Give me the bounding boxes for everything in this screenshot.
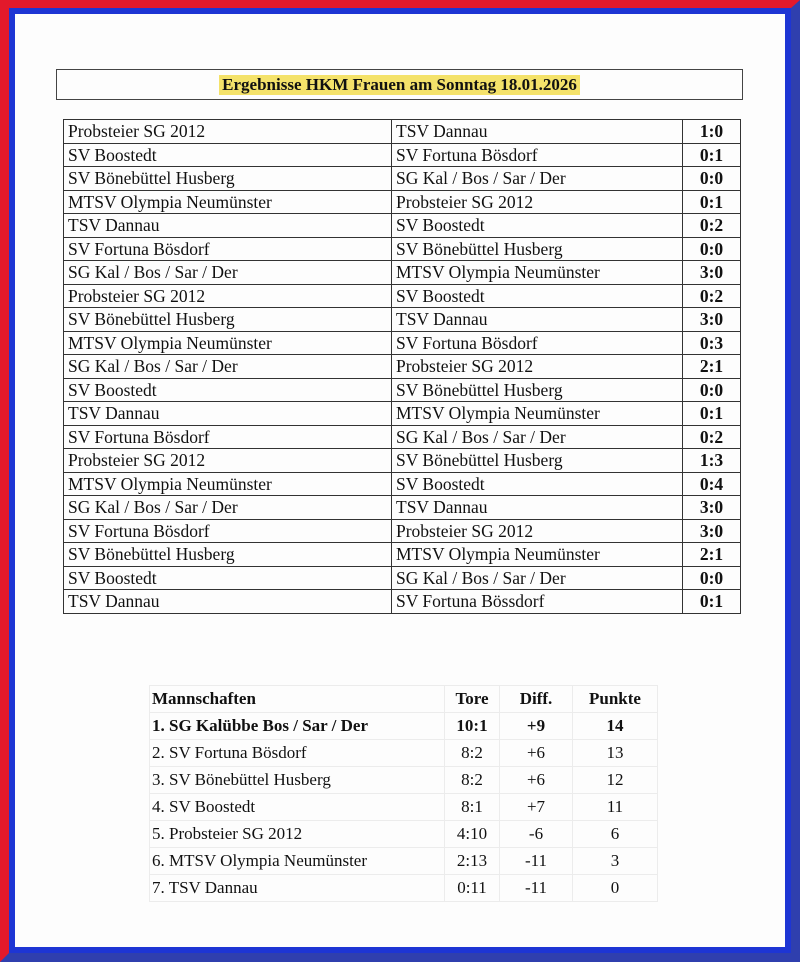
- away-team: Probsteier SG 2012: [392, 519, 683, 543]
- home-team: SV Bönebüttel Husberg: [64, 308, 392, 332]
- standing-diff: +9: [500, 713, 573, 740]
- standing-team: 3. SV Bönebüttel Husberg: [150, 767, 445, 794]
- standing-diff: -11: [500, 848, 573, 875]
- table-row: [150, 767, 658, 794]
- home-team: SV Boostedt: [64, 566, 392, 590]
- table-row: [64, 590, 741, 614]
- standing-points: 11: [573, 794, 658, 821]
- away-team: Probsteier SG 2012: [392, 190, 683, 214]
- home-team: SV Fortuna Bösdorf: [64, 519, 392, 543]
- home-team: Probsteier SG 2012: [64, 120, 392, 144]
- table-row: [64, 449, 741, 473]
- home-team: MTSV Olympia Neumünster: [64, 472, 392, 496]
- standing-points: 3: [573, 848, 658, 875]
- header-diff: Diff.: [500, 686, 573, 713]
- table-row: [64, 402, 741, 426]
- table-row: [64, 425, 741, 449]
- standing-goals: 2:13: [445, 848, 500, 875]
- match-score: 0:0: [683, 167, 741, 191]
- match-score: 0:2: [683, 425, 741, 449]
- table-row: [150, 713, 658, 740]
- table-row: [64, 566, 741, 590]
- standing-diff: +7: [500, 794, 573, 821]
- away-team: SV Boostedt: [392, 214, 683, 238]
- standing-goals: 0:11: [445, 875, 500, 902]
- standing-points: 14: [573, 713, 658, 740]
- match-score: 0:0: [683, 378, 741, 402]
- home-team: Probsteier SG 2012: [64, 449, 392, 473]
- away-team: SG Kal / Bos / Sar / Der: [392, 425, 683, 449]
- header-points: Punkte: [573, 686, 658, 713]
- table-row: [64, 496, 741, 520]
- match-score: 0:1: [683, 590, 741, 614]
- match-score: 0:1: [683, 190, 741, 214]
- match-score: 1:0: [683, 120, 741, 144]
- away-team: MTSV Olympia Neumünster: [392, 402, 683, 426]
- away-team: TSV Dannau: [392, 308, 683, 332]
- table-row: [64, 331, 741, 355]
- standing-diff: -11: [500, 875, 573, 902]
- away-team: TSV Dannau: [392, 120, 683, 144]
- away-team: MTSV Olympia Neumünster: [392, 261, 683, 285]
- away-team: SV Fortuna Bösdorf: [392, 331, 683, 355]
- standing-goals: 8:2: [445, 767, 500, 794]
- away-team: SV Bönebüttel Husberg: [392, 449, 683, 473]
- home-team: SV Bönebüttel Husberg: [64, 543, 392, 567]
- standing-points: 6: [573, 821, 658, 848]
- table-row: [64, 143, 741, 167]
- match-score: 0:2: [683, 284, 741, 308]
- header-goals: Tore: [445, 686, 500, 713]
- home-team: TSV Dannau: [64, 214, 392, 238]
- home-team: SG Kal / Bos / Sar / Der: [64, 261, 392, 285]
- standing-points: 0: [573, 875, 658, 902]
- standing-team: 5. Probsteier SG 2012: [150, 821, 445, 848]
- home-team: SV Fortuna Bösdorf: [64, 237, 392, 261]
- match-score: 0:0: [683, 237, 741, 261]
- table-row: [64, 284, 741, 308]
- table-row: [64, 378, 741, 402]
- match-score: 1:3: [683, 449, 741, 473]
- away-team: SV Boostedt: [392, 284, 683, 308]
- standings-body: [150, 713, 658, 902]
- table-row: [64, 472, 741, 496]
- standing-team: 4. SV Boostedt: [150, 794, 445, 821]
- table-row: [64, 519, 741, 543]
- home-team: MTSV Olympia Neumünster: [64, 331, 392, 355]
- standings-header-row: [150, 686, 658, 713]
- table-row: [64, 120, 741, 144]
- header-team: Mannschaften: [150, 686, 445, 713]
- table-row: [64, 190, 741, 214]
- away-team: MTSV Olympia Neumünster: [392, 543, 683, 567]
- table-row: [150, 794, 658, 821]
- table-row: [64, 237, 741, 261]
- away-team: SV Bönebüttel Husberg: [392, 237, 683, 261]
- away-team: SV Fortuna Bösdorf: [392, 143, 683, 167]
- title-box: [56, 69, 743, 100]
- standing-goals: 4:10: [445, 821, 500, 848]
- standing-diff: -6: [500, 821, 573, 848]
- table-row: [150, 848, 658, 875]
- table-row: [150, 821, 658, 848]
- away-team: SG Kal / Bos / Sar / Der: [392, 566, 683, 590]
- match-score: 3:0: [683, 519, 741, 543]
- away-team: SG Kal / Bos / Sar / Der: [392, 167, 683, 191]
- standing-diff: +6: [500, 767, 573, 794]
- standing-team: 7. TSV Dannau: [150, 875, 445, 902]
- standing-goals: 10:1: [445, 713, 500, 740]
- table-row: [64, 214, 741, 238]
- match-score: 0:1: [683, 143, 741, 167]
- results-body: [64, 120, 741, 614]
- away-team: SV Fortuna Bössdorf: [392, 590, 683, 614]
- table-row: [64, 355, 741, 379]
- away-team: SV Bönebüttel Husberg: [392, 378, 683, 402]
- standing-goals: 8:2: [445, 740, 500, 767]
- standings-table: [149, 685, 658, 902]
- table-row: [64, 167, 741, 191]
- home-team: SV Bönebüttel Husberg: [64, 167, 392, 191]
- match-score: 0:1: [683, 402, 741, 426]
- standing-goals: 8:1: [445, 794, 500, 821]
- standing-team: 6. MTSV Olympia Neumünster: [150, 848, 445, 875]
- table-row: [150, 740, 658, 767]
- away-team: TSV Dannau: [392, 496, 683, 520]
- results-table: [63, 119, 741, 614]
- home-team: SV Boostedt: [64, 143, 392, 167]
- away-team: Probsteier SG 2012: [392, 355, 683, 379]
- standing-points: 12: [573, 767, 658, 794]
- table-row: [150, 875, 658, 902]
- match-score: 0:4: [683, 472, 741, 496]
- home-team: SV Boostedt: [64, 378, 392, 402]
- match-score: 2:1: [683, 543, 741, 567]
- standing-team: 1. SG Kalübbe Bos / Sar / Der: [150, 713, 445, 740]
- match-score: 3:0: [683, 308, 741, 332]
- home-team: SV Fortuna Bösdorf: [64, 425, 392, 449]
- home-team: SG Kal / Bos / Sar / Der: [64, 355, 392, 379]
- table-row: [64, 308, 741, 332]
- match-score: 2:1: [683, 355, 741, 379]
- match-score: 3:0: [683, 496, 741, 520]
- standing-team: 2. SV Fortuna Bösdorf: [150, 740, 445, 767]
- home-team: Probsteier SG 2012: [64, 284, 392, 308]
- standing-diff: +6: [500, 740, 573, 767]
- table-row: [64, 543, 741, 567]
- page-title: Ergebnisse HKM Frauen am Sonntag 18.01.2026: [219, 75, 580, 95]
- match-score: 3:0: [683, 261, 741, 285]
- home-team: MTSV Olympia Neumünster: [64, 190, 392, 214]
- match-score: 0:2: [683, 214, 741, 238]
- standing-points: 13: [573, 740, 658, 767]
- match-score: 0:0: [683, 566, 741, 590]
- home-team: SG Kal / Bos / Sar / Der: [64, 496, 392, 520]
- match-score: 0:3: [683, 331, 741, 355]
- home-team: TSV Dannau: [64, 590, 392, 614]
- home-team: TSV Dannau: [64, 402, 392, 426]
- table-row: [64, 261, 741, 285]
- away-team: SV Boostedt: [392, 472, 683, 496]
